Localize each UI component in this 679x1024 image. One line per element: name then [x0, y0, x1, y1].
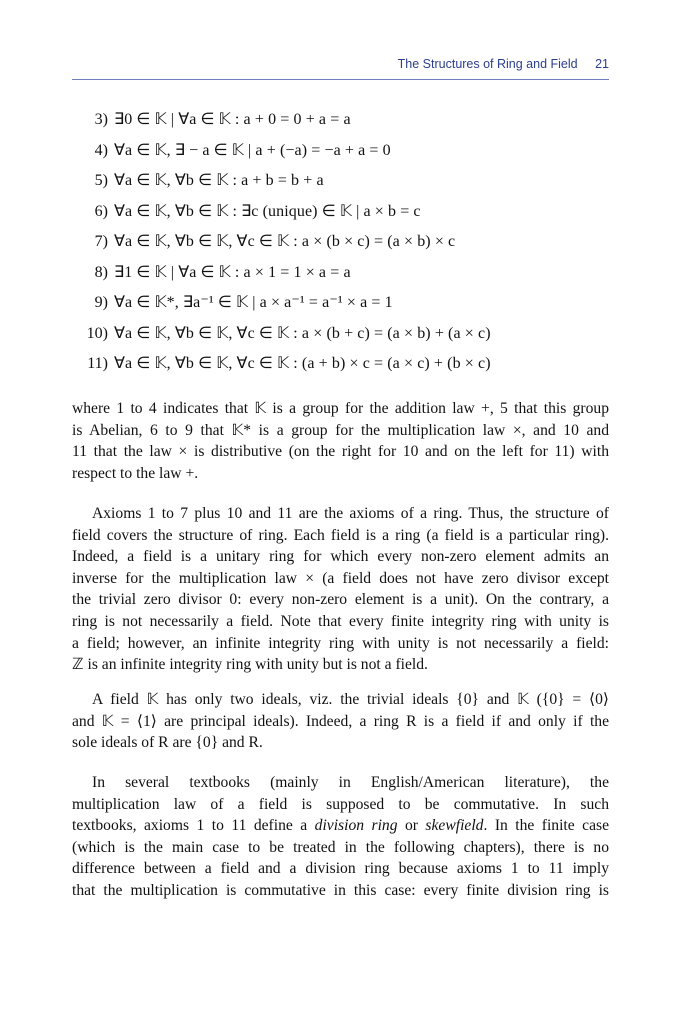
axiom-6 — [72, 196, 609, 227]
axiom-number: 4) — [94, 141, 108, 159]
text-line: is Abelian, 6 to 9 that 𝕂* is a group for the multiplication law ×, and 10 and — [72, 421, 609, 439]
text-line: sole ideals of R are {0} and R. — [72, 734, 263, 752]
header-rule — [72, 79, 609, 80]
text-line: ring is not necessarily a field. Note that every finite integrity ring with unity is — [72, 612, 609, 630]
text-line: the trivial zero divisor 0: every non-zero element is a unit). On the contrary, a — [72, 591, 609, 609]
text-line: (which is the main case to be treated in the following chapters), there is no — [72, 838, 609, 856]
axiom-list — [72, 104, 609, 379]
text-line: Axioms 1 to 7 plus 10 and 11 are the axioms of a ring. Thus, the structure of — [92, 505, 609, 522]
axiom-number: 10) — [86, 324, 108, 342]
page-number: 21 — [595, 57, 609, 71]
axiom-5 — [72, 165, 609, 196]
axiom-formula: ∀a ∈ 𝕂*, ∃a⁻¹ ∈ 𝕂 | a × a⁻¹ = a⁻¹ × a = 1 — [114, 294, 393, 311]
text-line: multiplication law of a field is supposed to be commutative. In such — [72, 795, 609, 813]
paragraph-division-ring — [72, 772, 609, 902]
text-line: difference between a field and a division ring because axioms 1 to 11 imply — [72, 860, 609, 878]
text-line: field covers the structure of ring. Each field is a ring (a field is a particular ring). — [72, 526, 609, 544]
term-division-ring: division ring — [314, 817, 398, 835]
text-line: and 𝕂 = ⟨1⟩ are principal ideals). Indeed, a ring R is a field if and only if the — [72, 712, 609, 730]
term-skewfield: skewfield — [425, 817, 484, 835]
axiom-number: 6) — [94, 202, 108, 220]
axiom-number: 3) — [94, 111, 108, 128]
axiom-number: 9) — [94, 294, 108, 311]
axiom-number: 5) — [94, 172, 108, 189]
text-line: Indeed, a field is a unitary ring for which every non-zero element admits an — [72, 548, 609, 566]
axiom-formula: ∀a ∈ 𝕂, ∀b ∈ 𝕂 : a + b = b + a — [114, 172, 324, 189]
text-line: ℤ is an infinite integrity ring with unity but is not a field. — [72, 656, 428, 674]
axiom-formula: ∃1 ∈ 𝕂 | ∀a ∈ 𝕂 : a × 1 = 1 × a = a — [114, 263, 351, 281]
running-head — [72, 57, 609, 79]
text-run: or — [397, 817, 426, 835]
axiom-4 — [72, 135, 609, 166]
paragraph-ideals — [72, 689, 609, 754]
axiom-formula: ∀a ∈ 𝕂, ∀b ∈ 𝕂, ∀c ∈ 𝕂 : a × (b × c) = (a × b) × c — [114, 233, 456, 250]
running-head-title: The Structures of Ring and Field — [397, 57, 578, 71]
axiom-formula: ∃0 ∈ 𝕂 | ∀a ∈ 𝕂 : a + 0 = 0 + a = a — [114, 111, 351, 128]
axiom-8 — [72, 257, 609, 288]
axiom-10 — [72, 318, 609, 349]
axiom-number: 8) — [94, 263, 108, 281]
axiom-11 — [72, 348, 609, 379]
text-line — [72, 815, 609, 837]
text-run: . In the finite case — [483, 817, 609, 835]
text-line: a field; however, an infinite integrity ring with unity is not necessarily a field: — [72, 634, 609, 652]
text-line: where 1 to 4 indicates that 𝕂 is a group for the addition law +, 5 that this group — [72, 400, 609, 417]
text-line: A field 𝕂 has only two ideals, viz. the trivial ideals {0} and 𝕂 ({0} = ⟨0⟩ — [92, 691, 609, 708]
axiom-7 — [72, 226, 609, 257]
axiom-number: 7) — [94, 233, 108, 250]
text-run: textbooks, axioms 1 to 11 define a — [72, 817, 315, 835]
text-line: 11 that the law × is distributive (on the right for 10 and on the left for 11) with — [72, 443, 609, 461]
axiom-formula: ∀a ∈ 𝕂, ∀b ∈ 𝕂, ∀c ∈ 𝕂 : (a + b) × c = (a × c) + (b × c) — [114, 355, 491, 372]
paragraph-ring-axioms — [72, 503, 609, 676]
axiom-3 — [72, 104, 609, 135]
axiom-9 — [72, 287, 609, 318]
text-line: inverse for the multiplication law × (a field does not have zero divisor except — [72, 569, 609, 587]
axiom-formula: ∀a ∈ 𝕂, ∀b ∈ 𝕂 : ∃c (unique) ∈ 𝕂 | a × b = c — [114, 202, 421, 220]
axiom-formula: ∀a ∈ 𝕂, ∀b ∈ 𝕂, ∀c ∈ 𝕂 : a × (b + c) = (a × b) + (a × c) — [114, 324, 491, 342]
axiom-number: 11) — [87, 355, 108, 372]
text-line: respect to the law +. — [72, 464, 199, 482]
paragraph-group-axioms — [72, 398, 609, 484]
text-line: In several textbooks (mainly in English/American literature), the — [92, 774, 609, 791]
axiom-formula: ∀a ∈ 𝕂, ∃ − a ∈ 𝕂 | a + (−a) = −a + a = 0 — [114, 141, 391, 159]
text-line: that the multiplication is commutative in this case: every finite division ring is — [72, 881, 609, 899]
